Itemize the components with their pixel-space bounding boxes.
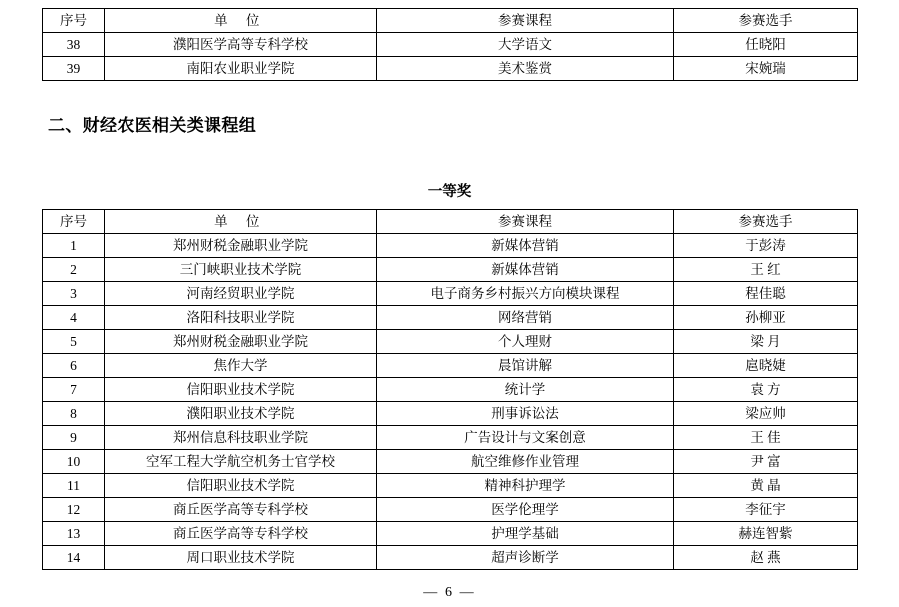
cell-course: 护理学基础: [377, 522, 674, 546]
cell-seq: 1: [43, 234, 105, 258]
cell-seq: 2: [43, 258, 105, 282]
cell-unit: 商丘医学高等专科学校: [105, 498, 377, 522]
cell-course: 广告设计与文案创意: [377, 426, 674, 450]
cell-unit: 濮阳医学高等专科学校: [105, 33, 377, 57]
table-row: [43, 522, 858, 546]
column-header-seq: 序号: [43, 9, 105, 33]
cell-course: 医学伦理学: [377, 498, 674, 522]
cell-player: 程佳聪: [674, 282, 858, 306]
table-header-row: [43, 210, 858, 234]
cell-player: 黄 晶: [674, 474, 858, 498]
cell-seq: 14: [43, 546, 105, 570]
table-row: [43, 234, 858, 258]
table-row: [43, 57, 858, 81]
cell-seq: 5: [43, 330, 105, 354]
cell-unit: 郑州财税金融职业学院: [105, 234, 377, 258]
page-number: — 6 —: [423, 585, 476, 600]
cell-course: 晨馆讲解: [377, 354, 674, 378]
cell-unit: 三门峡职业技术学院: [105, 258, 377, 282]
cell-player: 宋婉瑞: [674, 57, 858, 81]
cell-course: 新媒体营销: [377, 234, 674, 258]
cell-player: 王 佳: [674, 426, 858, 450]
table-row: [43, 282, 858, 306]
table-row: [43, 306, 858, 330]
cell-seq: 11: [43, 474, 105, 498]
cell-seq: 12: [43, 498, 105, 522]
cell-player: 赵 燕: [674, 546, 858, 570]
column-header-player: 参赛选手: [674, 9, 858, 33]
cell-unit: 南阳农业职业学院: [105, 57, 377, 81]
cell-unit: 信阳职业技术学院: [105, 378, 377, 402]
cell-unit: 焦作大学: [105, 354, 377, 378]
column-header-player: 参赛选手: [674, 210, 858, 234]
cell-course: 超声诊断学: [377, 546, 674, 570]
table-row: [43, 474, 858, 498]
cell-seq: 7: [43, 378, 105, 402]
cell-player: 王 红: [674, 258, 858, 282]
cell-seq: 4: [43, 306, 105, 330]
column-header-course: 参赛课程: [377, 210, 674, 234]
continued-entries-table: [42, 8, 858, 81]
table-row: [43, 498, 858, 522]
top-table-container: [42, 0, 857, 81]
cell-unit: 洛阳科技职业学院: [105, 306, 377, 330]
table-row: [43, 546, 858, 570]
cell-seq: 6: [43, 354, 105, 378]
cell-player: 孙柳亚: [674, 306, 858, 330]
cell-course: 新媒体营销: [377, 258, 674, 282]
cell-course: 电子商务乡村振兴方向模块课程: [377, 282, 674, 306]
table-header-row: [43, 9, 858, 33]
column-header-course: 参赛课程: [377, 9, 674, 33]
cell-unit: 信阳职业技术学院: [105, 474, 377, 498]
cell-player: 李征宇: [674, 498, 858, 522]
cell-player: 赫连智紫: [674, 522, 858, 546]
cell-unit: 商丘医学高等专科学校: [105, 522, 377, 546]
column-header-seq: 序号: [43, 210, 105, 234]
cell-unit: 空军工程大学航空机务士官学校: [105, 450, 377, 474]
cell-unit: 河南经贸职业学院: [105, 282, 377, 306]
cell-player: 于彭涛: [674, 234, 858, 258]
cell-seq: 8: [43, 402, 105, 426]
cell-course: 美术鉴赏: [377, 57, 674, 81]
cell-seq: 38: [43, 33, 105, 57]
table-row: [43, 354, 858, 378]
cell-player: 梁 月: [674, 330, 858, 354]
cell-course: 刑事诉讼法: [377, 402, 674, 426]
cell-course: 个人理财: [377, 330, 674, 354]
column-header-unit: 单 位: [105, 9, 377, 33]
cell-course: 统计学: [377, 378, 674, 402]
table-row: [43, 330, 858, 354]
table-row: [43, 402, 858, 426]
cell-seq: 9: [43, 426, 105, 450]
table-row: [43, 33, 858, 57]
cell-seq: 13: [43, 522, 105, 546]
cell-player: 梁应帅: [674, 402, 858, 426]
cell-player: 尹 富: [674, 450, 858, 474]
table-row: [43, 258, 858, 282]
cell-unit: 郑州信息科技职业学院: [105, 426, 377, 450]
cell-seq: 10: [43, 450, 105, 474]
cell-player: 任晓阳: [674, 33, 858, 57]
cell-course: 网络营销: [377, 306, 674, 330]
section-heading: 二、财经农医相关类课程组: [48, 116, 257, 135]
cell-unit: 濮阳职业技术学院: [105, 402, 377, 426]
first-prize-table: [42, 209, 858, 570]
cell-course: 大学语文: [377, 33, 674, 57]
cell-seq: 3: [43, 282, 105, 306]
cell-player: 扈晓婕: [674, 354, 858, 378]
table-row: [43, 450, 858, 474]
award-level-title: 一等奖: [427, 184, 472, 200]
column-header-unit: 单 位: [105, 210, 377, 234]
cell-unit: 周口职业技术学院: [105, 546, 377, 570]
cell-seq: 39: [43, 57, 105, 81]
cell-course: 航空维修作业管理: [377, 450, 674, 474]
cell-player: 袁 方: [674, 378, 858, 402]
table-row: [43, 426, 858, 450]
table-row: [43, 378, 858, 402]
cell-unit: 郑州财税金融职业学院: [105, 330, 377, 354]
cell-course: 精神科护理学: [377, 474, 674, 498]
